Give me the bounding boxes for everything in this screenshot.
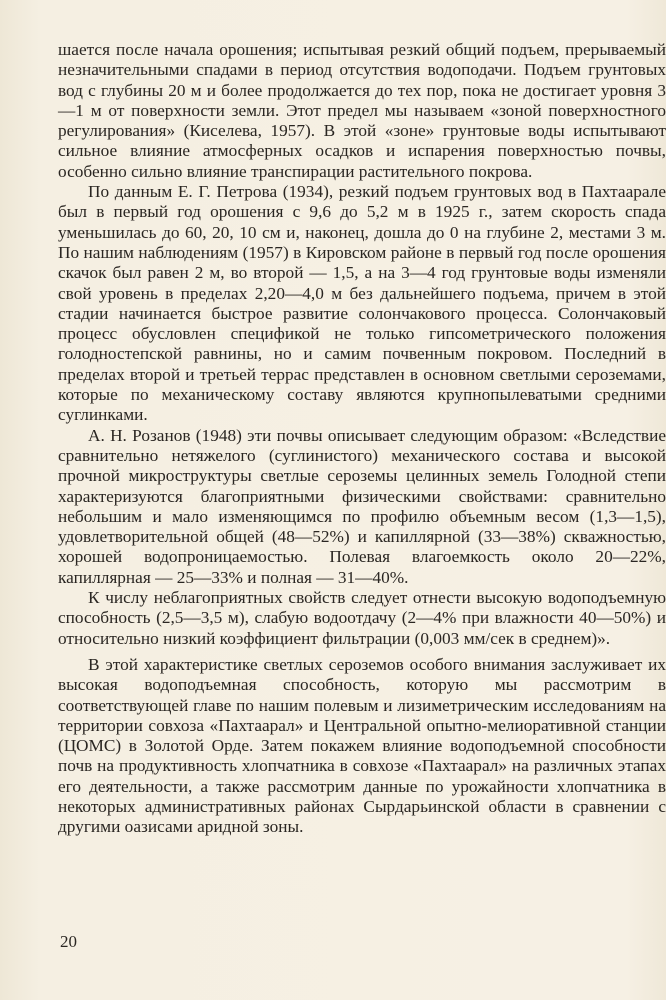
paragraph-3: А. Н. Розанов (1948) эти почвы описывает следующим образом: «Вследствие сравнительно нетяжелого (суглинистого) механического состава и высокой прочной микроструктуры светлые сероземы целинных земель Голодной степи характеризуются благоприятными физическими свойствами: сравнительно небольшим и мало изменяющимся по профилю объемным весом (1,3—1,5), удовлетворительной общей (48—52%) и капиллярной (33—38%) скважностью, хорошей водопроницаемостью. Полевая влагоемкость около 20—22%, капиллярная — 25—33% и полная — 31—40%. (58, 425, 666, 587)
paragraph-5: В этой характеристике светлых сероземов особого внимания заслуживает их высокая водоподъемная способность, которую мы рассмотрим в соответствующей главе по нашим полевым и лизиметрическим исследованиям на территории совхоза «Пахтаарал» и Центральной опытно-мелиоративной станции (ЦОМС) в Золотой Орде. Затем покажем влияние водоподъемной способности почв на продуктивность хлопчатника в совхозе «Пахтаарал» на различных этапах его деятельности, а также рассмотрим данные по урожайности хлопчатника в некоторых административных районах Сырдарьинской области в сравнении с другими оазисами аридной зоны. (58, 654, 666, 837)
body-text (58, 40, 666, 838)
page-number: 20 (60, 932, 77, 951)
paragraph-1: шается после начала орошения; испытывая резкий общий подъем, прерываемый незначительными спадами в период отсутствия водоподачи. Подъем грунтовых вод с глубины 20 м и более продолжается до тех пор, пока не достигает уровня 3—1 м от поверхности земли. Этот предел мы называем «зоной поверхностного регулирования» (Киселева, 1957). В этой «зоне» грунтовые воды испытывают сильное влияние атмосферных осадков и испарения поверхностью почвы, особенно сильно влияние транспирации растительного покрова. (58, 40, 666, 181)
paragraph-2: По данным Е. Г. Петрова (1934), резкий подъем грунтовых вод в Пахтаарале был в первый год орошения с 9,6 до 5,2 м в 1925 г., затем скорость спада уменьшилась до 60, 20, 10 см и, наконец, дошла до 0 на глубине 2, местами 3 м. По нашим наблюдениям (1957) в Кировском районе в первый год после орошения скачок был равен 2 м, во второй — 1,5, а на 3—4 год грунтовые воды изменяли свой уровень в пределах 2,20—4,0 м без дальнейшего подъема, причем в этой стадии начинается быстрое развитие солончакового процесса. Солончаковый процесс обусловлен спецификой не только гипсометрического положения голодностепской равнины, но и самим почвенным покровом. Последний в пределах второй и третьей террас представлен в основном светлыми сероземами, которые по механическому составу являются крупнопылеватыми средними суглинками. (58, 182, 666, 425)
paragraph-4: К числу неблагоприятных свойств следует отнести высокую водоподъемную способность (2,5—3,5 м), слабую водоотдачу (2—4% при влажности 40—50%) и относительно низкий коэффициент фильтрации (0,003 мм/сек в среднем)». (58, 588, 666, 648)
